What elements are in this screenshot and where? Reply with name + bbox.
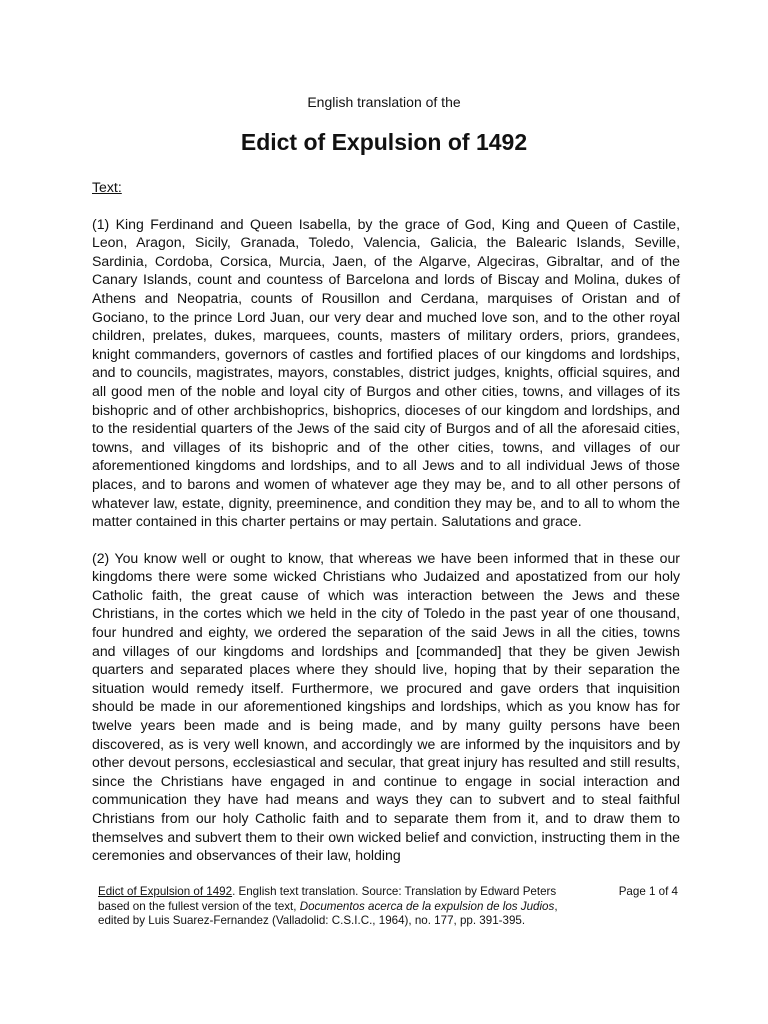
text-label: Text:	[92, 179, 122, 195]
page-footer	[98, 885, 678, 929]
footer-citation-text-a: . English text translation. Source: Translation by Edward Peters based on the fullest version of the text,	[98, 885, 557, 913]
document-subtitle: English translation of the	[307, 94, 461, 110]
document-body	[92, 178, 680, 883]
footer-document-ref: Edict of Expulsion of 1492	[98, 885, 233, 898]
page-number: Page 1 of 4	[618, 885, 678, 898]
paragraph-2: (2) You know well or ought to know, that whereas we have been informed that in these our kingdoms there were some wicked Christians who Judaized and apostatized from our holy Catholic faith, the great cause of which was interaction between the Jews and these Christians, in the cortes which we held in the city of Toledo in the past year of one thousand, four hundred and eighty, we ordered the separation of the said Jews in all the cities, towns and villages of our kingdoms and lordships and [commanded] that they be given Jewish quarters and separated places where they should live, hoping that by their separation the situation would remedy itself. Furthermore, we procured and gave orders that inquisition should be made in our aforementioned kingships and lordships, which as you know has for twelve years been made and is being made, and by many guilty persons have been discovered, as is very well known, and accordingly we are informed by the inquisitors and by other devout persons, ecclesiastical and secular, that great injury has resulted and still results, since the Christians have engaged in and continue to engage in social interaction and communication they have had means and ways they can to subvert and to steal faithful Christians from our holy Catholic faith and to separate them from it, and to draw them to themselves and subvert them to their own wicked belief and conviction, instructing them in the ceremonies and observances of their law, holding	[92, 549, 680, 864]
document-title: Edict of Expulsion of 1492	[240, 129, 528, 155]
footer-source-title: Documentos acerca de la expulsion de los Judios	[299, 899, 555, 913]
footer-citation	[98, 885, 560, 929]
footer-citation-text-b: , edited by Luis Suarez-Fernandez (Valladolid: C.S.I.C., 1964), no. 177, pp. 391-395.	[98, 899, 558, 928]
paragraph-1: (1) King Ferdinand and Queen Isabella, by the grace of God, King and Queen of Castile, Leon, Aragon, Sicily, Granada, Toledo, Valencia, Galicia, the Balearic Islands, Seville, Sardinia, Cordoba, Corsica, Murcia, Jaen, of the Algarve, Algeciras, Gibraltar, and of the Canary Islands, count and countess of Barcelona and lords of Biscay and Molina, dukes of Athens and Neopatria, counts of Rousillon and Cerdana, marquises of Oristan and of Gociano, to the prince Lord Juan, our very dear and muched love son, and to the other royal children, prelates, dukes, marquees, counts, masters of military orders, priors, grandees, knight commanders, governors of castles and fortified places of our kingdoms and lordships, and to councils, magistrates, mayors, constables, district judges, knights, official squires, and all good men of the noble and loyal city of Burgos and other cities, towns, and villages of its bishopric and of other archbishoprics, bishoprics, dioceses of our kingdom and lordships, and to the residential quarters of the Jews of the said city of Burgos and of all the aforesaid cities, towns, and villages of its bishopric and of the other cities, towns, and villages of our aforementioned kingdoms and lordships, and to all Jews and to all individual Jews of those places, and to barons and women of whatever age they may be, and to all other persons of whatever law, estate, dignity, preeminence, and condition they may be, and to all to whom the matter contained in this charter pertains or may pertain. Salutations and grace.	[92, 215, 680, 530]
